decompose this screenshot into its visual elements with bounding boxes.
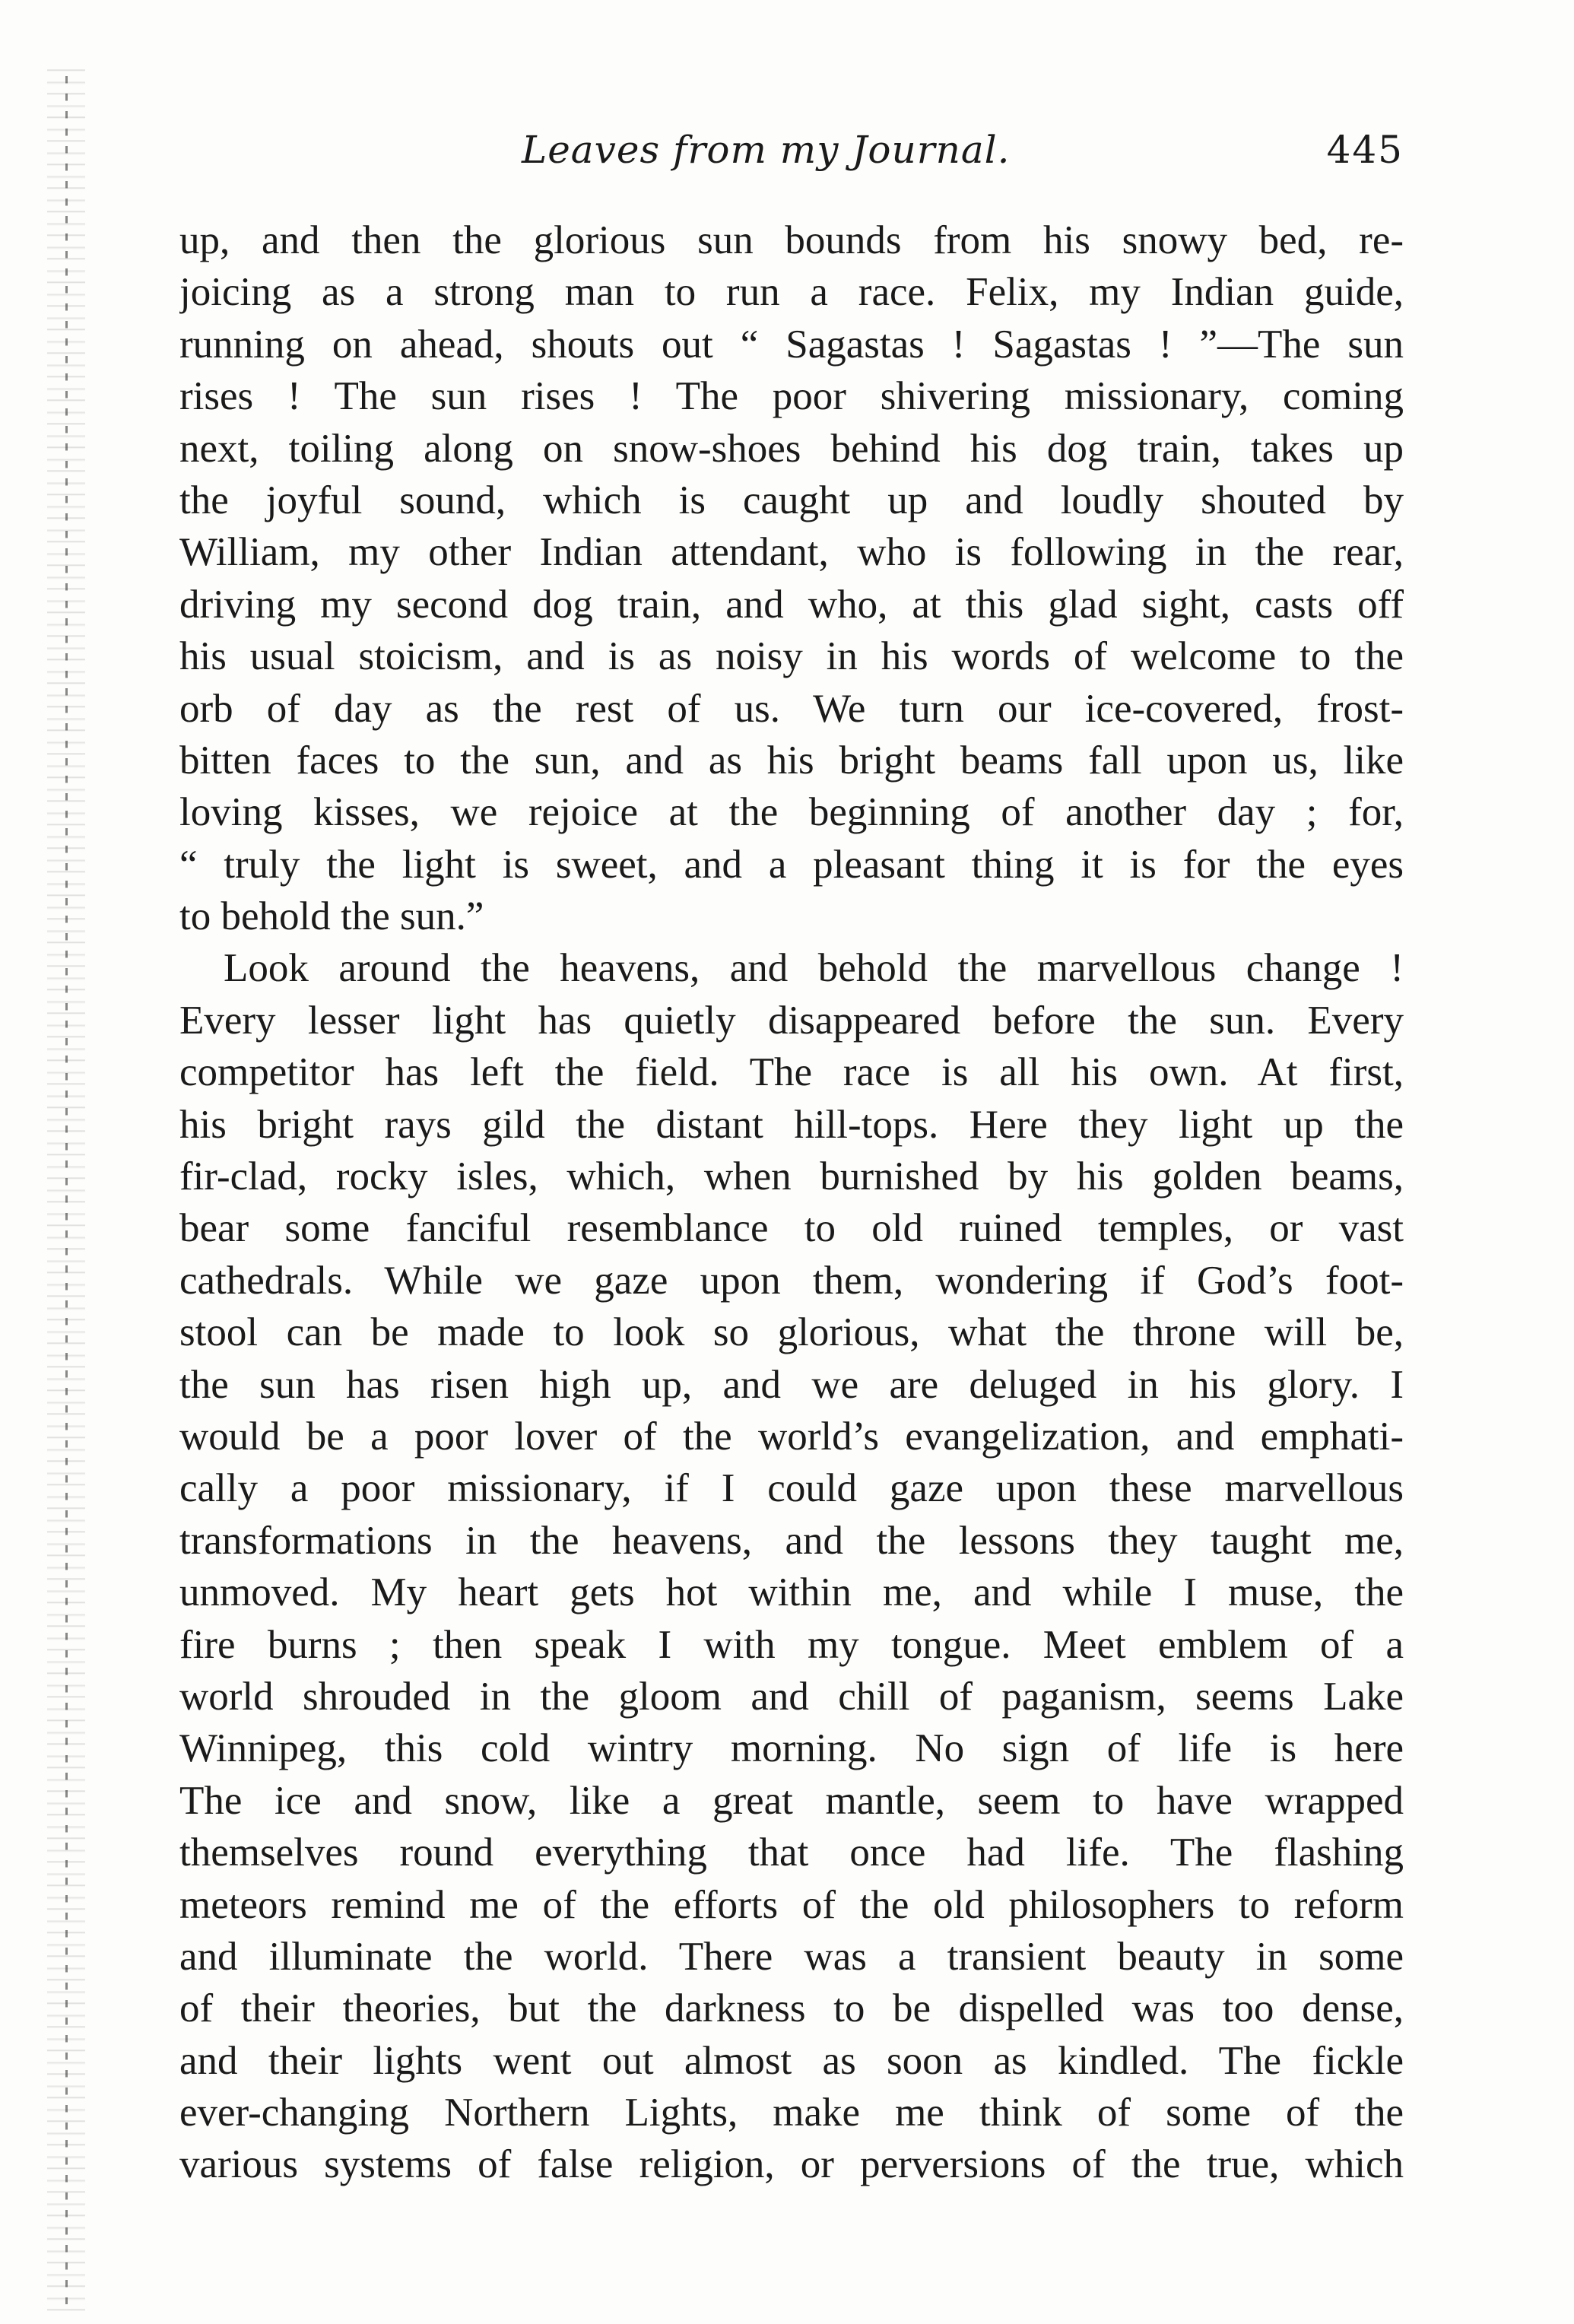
text-line: to behold the sun.” <box>179 894 484 939</box>
text-line: driving my second dog train, and who, at this glad sight, casts off <box>179 582 1404 627</box>
text-line: meteors remind me of the efforts of the old philosophers to reform <box>179 1882 1404 1927</box>
text-line: Every lesser light has quietly disappeared before the sun. Every <box>179 998 1404 1043</box>
text-line: bear some fanciful resemblance to old ruined temples, or vast <box>179 1206 1404 1251</box>
text-line: fir-clad, rocky isles, which, when burnished by his golden beams, <box>179 1154 1404 1199</box>
text-line: next, toiling along on snow-shoes behind his dog train, takes up <box>179 426 1404 471</box>
text-line: bitten faces to the sun, and as his bright beams fall upon us, like <box>179 738 1404 783</box>
text-line: his usual stoicism, and is as noisy in his words of welcome to the <box>179 634 1404 679</box>
text-line: loving kisses, we rejoice at the beginning of another day ; for, <box>179 790 1404 835</box>
text-line: themselves round everything that once had life. The flashing <box>179 1830 1404 1875</box>
text-line: world shrouded in the gloom and chill of paganism, seems Lake <box>179 1674 1404 1719</box>
body-text <box>179 214 1404 2191</box>
text-line: William, my other Indian attendant, who is following in the rear, <box>179 530 1404 575</box>
text-line: competitor has left the field. The race is all his own. At first, <box>179 1050 1404 1095</box>
text-line: cally a poor missionary, if I could gaze upon these marvellous <box>179 1466 1404 1511</box>
text-line: would be a poor lover of the world’s evangelization, and emphati- <box>179 1414 1404 1459</box>
text-line: his bright rays gild the distant hill-tops. Here they light up the <box>179 1102 1404 1147</box>
text-line: the sun has risen high up, and we are deluged in his glory. I <box>179 1362 1404 1407</box>
text-line: up, and then the glorious sun bounds from his snowy bed, re- <box>179 218 1404 262</box>
text-line: joicing as a strong man to run a race. Felix, my Indian guide, <box>179 270 1404 315</box>
text-line: of their theories, but the darkness to be dispelled was too dense, <box>179 1986 1404 2031</box>
text-line: the joyful sound, which is caught up and loudly shouted by <box>179 478 1404 522</box>
text-line: ever-changing Northern Lights, make me think of some of the <box>179 2091 1404 2135</box>
page-number: 445 <box>1326 128 1404 172</box>
text-line: various systems of false religion, or perversions of the true, which <box>179 2142 1404 2187</box>
text-line: Look around the heavens, and behold the marvellous change ! <box>224 946 1404 991</box>
text-line: rises ! The sun rises ! The poor shivering missionary, coming <box>179 374 1404 419</box>
text-line: “ truly the light is sweet, and a pleasant thing it is for the eyes <box>179 842 1404 887</box>
running-title: Leaves from my Journal. <box>522 128 1011 172</box>
text-line: transformations in the heavens, and the lessons they taught me, <box>179 1518 1404 1563</box>
text-line: and illuminate the world. There was a transient beauty in some <box>179 1934 1404 1979</box>
text-line: orb of day as the rest of us. We turn our ice-covered, frost- <box>179 686 1404 731</box>
text-line: running on ahead, shouts out “ Sagastas ! Sagastas ! ”—The sun <box>179 322 1404 367</box>
text-line: fire burns ; then speak I with my tongue. Meet emblem of a <box>179 1622 1404 1667</box>
scan-gutter-line <box>65 76 68 2304</box>
text-line: The ice and snow, like a great mantle, seem to have wrapped <box>179 1778 1404 1823</box>
page-header <box>179 128 1404 189</box>
text-line: stool can be made to look so glorious, what the throne will be, <box>179 1310 1404 1355</box>
text-line: unmoved. My heart gets hot within me, and while I muse, the <box>179 1570 1404 1615</box>
text-line: and their lights went out almost as soon as kindled. The fickle <box>179 2038 1404 2083</box>
text-line: cathedrals. While we gaze upon them, wondering if God’s foot- <box>179 1258 1404 1303</box>
text-line: Winnipeg, this cold wintry morning. No sign of life is here <box>179 1726 1404 1771</box>
